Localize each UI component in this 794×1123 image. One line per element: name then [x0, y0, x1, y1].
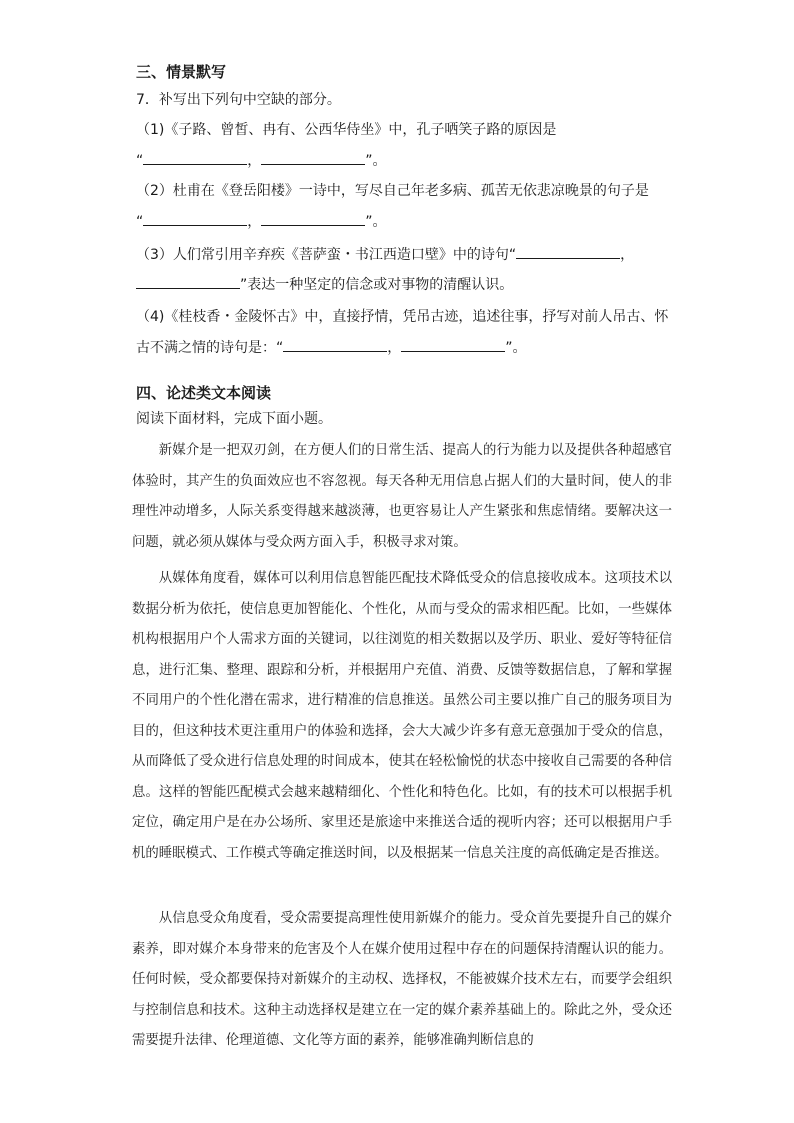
answer-blank[interactable]	[516, 244, 620, 259]
item-2-text: （2）杜甫在《登岳阳楼》一诗中，写尽自己年老多病、孤苦无依悲凉晚景的句子是	[136, 183, 649, 199]
separator: ，	[620, 247, 635, 263]
item-2-answer	[136, 211, 387, 232]
item-3-text	[136, 244, 634, 265]
section4-heading: 四、论述类文本阅读	[136, 384, 272, 402]
item-3-prefix: （3）人们常引用辛弃疾《菩萨蛮・书江西造口壁》中的诗句“	[136, 247, 517, 263]
item-3-suffix: ”表达一种坚定的信念或对事物的清醒认识。	[240, 277, 514, 293]
answer-blank[interactable]	[143, 150, 247, 165]
passage-paragraph-2: 从媒体角度看，媒体可以利用信息智能匹配技术降低受众的信息接收成本。这项技术以数据分析为依托，使信息更加智能化、个性化，从而与受众的需求相匹配。比如，一些媒体机构根据用户个人需求方面的关键词，以往浏览的相关数据以及学历、职业、爱好等特征信息，进行汇集、整理、跟踪和分析，并根据用户充值、消费、反馈等数据信息，了解和掌握不同用户的个性化潜在需求，进行精准的信息推送。虽然公司主要以推广自己的服务项目为目的，但这种技术更注重用户的体验和选择，会大大减少许多有意无意强加于受众的信息，从而降低了受众进行信息处理的时间成本，使其在轻松愉悦的状态中接收自己需要的各种信息。这样的智能匹配模式会越来越精细化、个性化和特色化。比如，有的技术可以根据手机定位，确定用户是在办公场所、家里还是旅途中来推送合适的视听内容；还可以根据用户手机的睡眠模式、工作模式等确定推送时间，以及根据某一信息关注度的高低确定是否推送。	[132, 571, 672, 861]
passage-paragraph-3: 从信息受众角度看，受众需要提高理性使用新媒介的能力。受众首先要提升自己的媒介素养，即对媒介本身带来的危害及个人在媒介使用过程中存在的问题保持清醒认识的能力。任何时候，受众都要保持对新媒介的主动权、选择权，不能被媒介技术左右，而要学会组织与控制信息和技术。这种主动选择权是建立在一定的媒介素养基础上的。除此之外，受众还需要提升法律、伦理道德、文化等方面的素养，能够准确判断信息的	[132, 911, 672, 1048]
quote-close: ”。	[365, 153, 387, 169]
separator: ，	[387, 340, 402, 356]
quote-open: “	[136, 214, 144, 230]
answer-blank[interactable]	[136, 274, 240, 289]
item-4-text: （4)《桂枝香・金陵怀古》中，直接抒情，凭吊古迹，追述往事，抒写对前人吊古、怀	[136, 309, 669, 325]
item-1-answer	[136, 150, 387, 171]
section3-heading: 三、情景默写	[136, 63, 227, 81]
answer-blank[interactable]	[143, 211, 247, 226]
item-1-text: （1)《子路、曾皙、冉有、公西华侍坐》中，孔子哂笑子路的原因是	[136, 122, 557, 138]
answer-blank[interactable]	[261, 211, 365, 226]
answer-blank[interactable]	[401, 337, 505, 352]
passage-paragraph-1: 新媒介是一把双刃剑，在方便人们的日常生活、提高人的行为能力以及提供各种超感官体验时，其产生的负面效应也不容忽视。每天各种无用信息占据人们的大量时间，使人的非理性冲动增多，人际关系变得越来越淡薄，也更容易让人产生紧张和焦虑情绪。要解决这一问题，就必须从媒体与受众两方面入手，积极寻求对策。	[132, 443, 672, 550]
separator: ，	[247, 153, 262, 169]
item-4-prefix: 古不满之情的诗句是：“	[136, 340, 284, 356]
answer-blank[interactable]	[261, 150, 365, 165]
answer-blank[interactable]	[283, 337, 387, 352]
item-4-answer	[136, 337, 527, 358]
reading-instruction: 阅读下面材料，完成下面小题。	[136, 411, 332, 427]
quote-close: ”。	[365, 214, 387, 230]
separator: ，	[247, 214, 262, 230]
quote-close: ”。	[505, 340, 527, 356]
quote-open: “	[136, 153, 144, 169]
question-7: 7．补写出下列句中空缺的部分。	[136, 92, 341, 108]
item-3-continued	[136, 274, 513, 295]
